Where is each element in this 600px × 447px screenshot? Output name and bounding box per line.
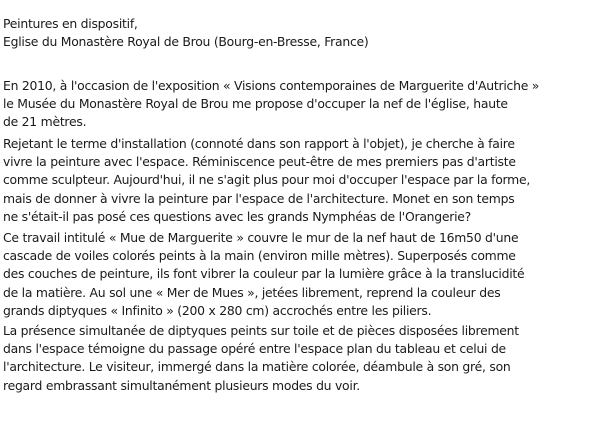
- text-line: La présence simultanée de diptyques peints sur toile et de pièces disposées librement: [3, 323, 519, 338]
- paragraph-diptyques: [3, 322, 600, 395]
- text-line: cascade de voiles colorés peints à la main (environ mille mètres). Superposés comme: [3, 248, 516, 264]
- text-line: Ce travail intitulé « Mue de Marguerite » couvre le mur de la nef haut de 16m50 d'une: [3, 230, 519, 245]
- paragraph-mue-de-marguerite: [3, 229, 600, 320]
- text-line: mais de donner à vivre la peinture par l'espace de l'architecture. Monet en son temps: [3, 190, 515, 206]
- text-line: de la matière. Au sol une « Mer de Mues », jetées librement, reprend la couleur des: [3, 284, 501, 300]
- paragraph-exhibition: [3, 77, 600, 132]
- text-line: de 21 mètres.: [3, 114, 87, 130]
- title-line-2: Eglise du Monastère Royal de Brou (Bourg-en-Bresse, France): [3, 34, 369, 49]
- text-line: le Musée du Monastère Royal de Brou me propose d'occuper la nef de l'église, haute: [3, 96, 508, 112]
- title-line-1: Peintures en dispositif,: [3, 16, 138, 31]
- text-line: dans l'espace témoigne du passage opéré entre l'espace plan du tableau et celui de: [3, 341, 506, 357]
- text-line: ne s'était-il pas posé ces questions avec les grands Nymphéas de l'Orangerie?: [3, 208, 471, 224]
- page-title: [3, 15, 368, 51]
- text-line: des couches de peinture, ils font vibrer la couleur par la lumière grâce à la translucidité: [3, 266, 525, 282]
- text-line: Rejetant le terme d'installation (connoté dans son rapport à l'objet), je cherche à faire: [3, 136, 515, 151]
- text-line: vivre la peinture avec l'espace. Réminiscence peut-être de mes premiers pas d'artiste: [3, 154, 516, 170]
- text-line: comme sculpteur. Aujourd'hui, il ne s'agit plus pour moi d'occuper l'espace par la forme,: [3, 172, 531, 188]
- text-line: l'architecture. Le visiteur, immergé dans la matière colorée, déambule à son gré, son: [3, 359, 511, 375]
- text-line: grands diptyques « Infinito » (200 x 280 cm) accrochés entre les piliers.: [3, 302, 432, 318]
- text-line: regard embrassant simultanément plusieurs modes du voir.: [3, 377, 360, 393]
- paragraph-installation: [3, 135, 600, 226]
- text-line: En 2010, à l'occasion de l'exposition « Visions contemporaines de Marguerite d'Autriche »: [3, 78, 540, 93]
